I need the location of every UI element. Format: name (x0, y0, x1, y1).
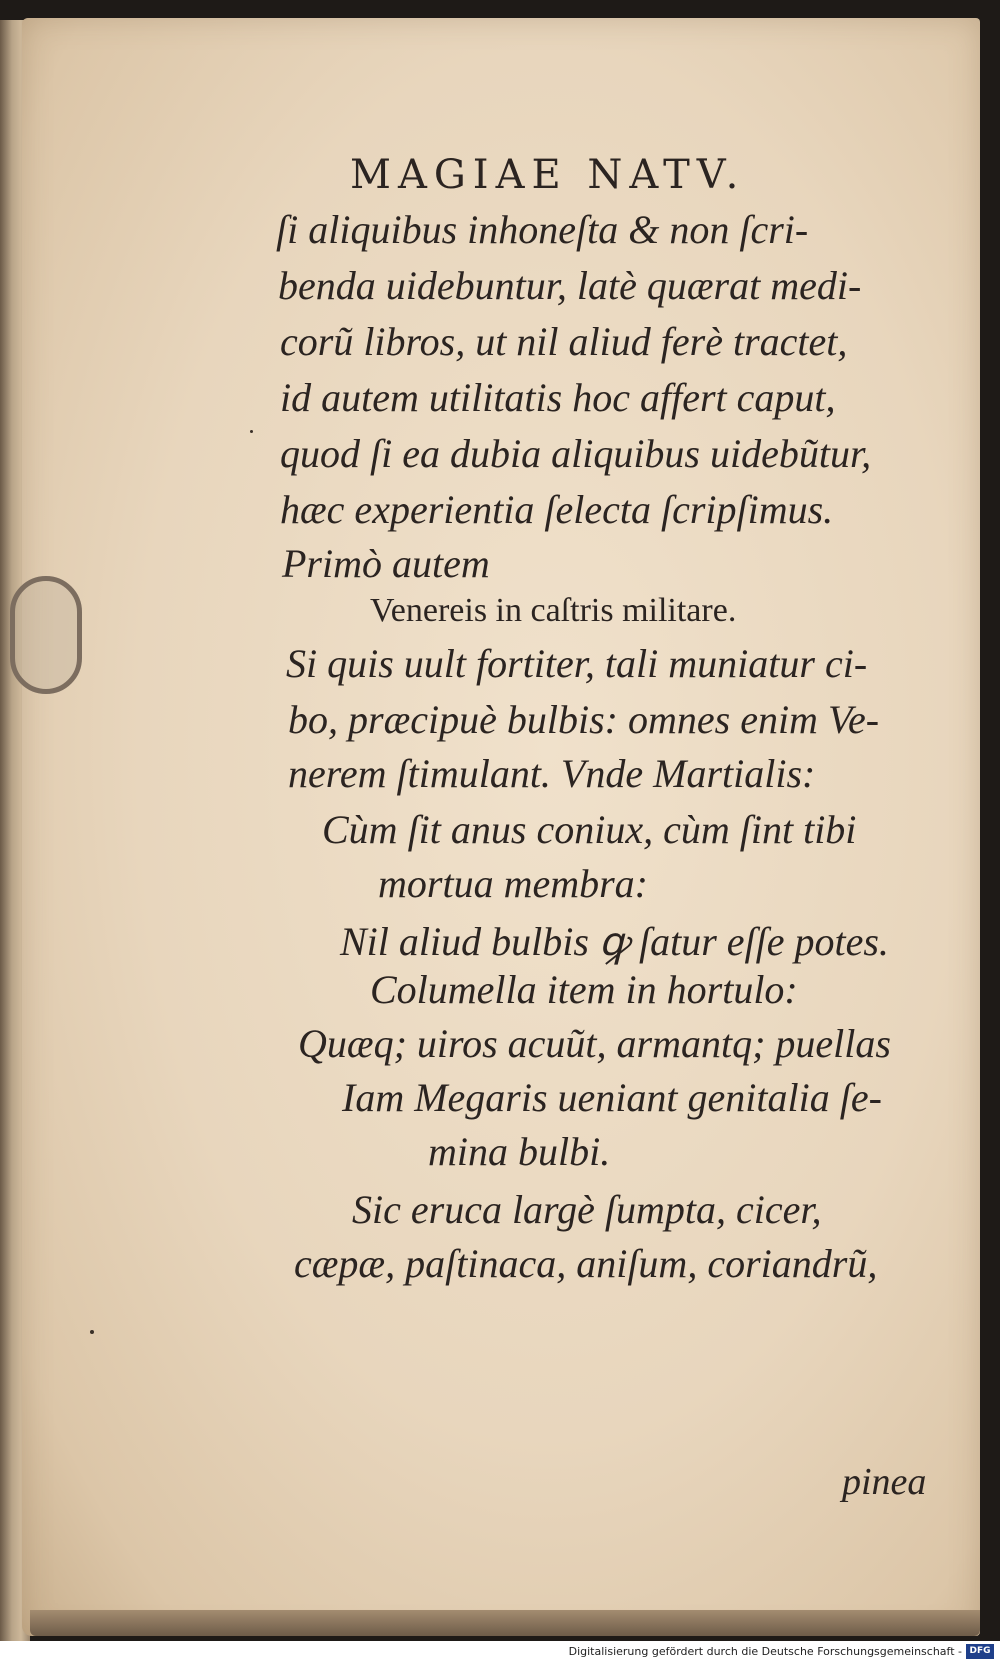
text-line: Si quis uult fortiter, tali muniatur ci- (286, 641, 868, 686)
verse-line: mortua membra: (378, 861, 648, 906)
verse-line: Cùm ſit anus coniux, cùm ſint tibi (322, 807, 857, 852)
clasp-icon (10, 576, 82, 694)
ink-speck (250, 430, 253, 433)
footer-credit: Digitalisierung gefördert durch die Deutsche Forschungsgemeinschaft - (568, 1645, 962, 1658)
verse-line: mina bulbi. (428, 1129, 611, 1174)
digitization-footer (0, 1641, 1000, 1664)
text-line: ſi aliquibus inhoneſta & non ſcri- (276, 207, 809, 252)
text-line: Columella item in hortulo: (370, 967, 798, 1012)
text-line: quod ſi ea dubia aliquibus uidebũtur, (280, 431, 872, 476)
verse-line: Iam Megaris ueniant genitalia ſe- (342, 1075, 882, 1120)
text-line: Sic eruca largè ſumpta, cicer, (352, 1187, 822, 1232)
catchword: pinea (842, 1461, 927, 1503)
section-heading: Venereis in caſtris militare. (370, 592, 737, 629)
text-line: nerem ſtimulant. Vnde Martialis: (288, 751, 816, 796)
ink-speck (90, 1330, 94, 1334)
running-head: MAGIAE NATV. (350, 152, 746, 198)
dfg-logo: DFG (966, 1644, 994, 1659)
text-line: Primò autem (282, 541, 490, 586)
text-line: corũ libros, ut nil aliud ferè tractet, (280, 319, 848, 364)
verse-line: Nil aliud bulbis ꝙ ſatur eſſe potes. (340, 919, 889, 964)
page-bottom-edge (30, 1610, 980, 1636)
text-line: bo, præcipuè bulbis: omnes enim Ve- (288, 697, 880, 742)
text-line: id autem utilitatis hoc affert caput, (280, 375, 836, 420)
verse-line: Quæq; uiros acuũt, armantq; puellas (298, 1021, 891, 1066)
text-line: benda uidebuntur, latè quærat medi- (278, 263, 862, 308)
text-line: cæpæ, paſtinaca, aniſum, coriandrũ, (294, 1241, 878, 1286)
text-line: hæc experientia ſelecta ſcripſimus. (280, 487, 834, 532)
